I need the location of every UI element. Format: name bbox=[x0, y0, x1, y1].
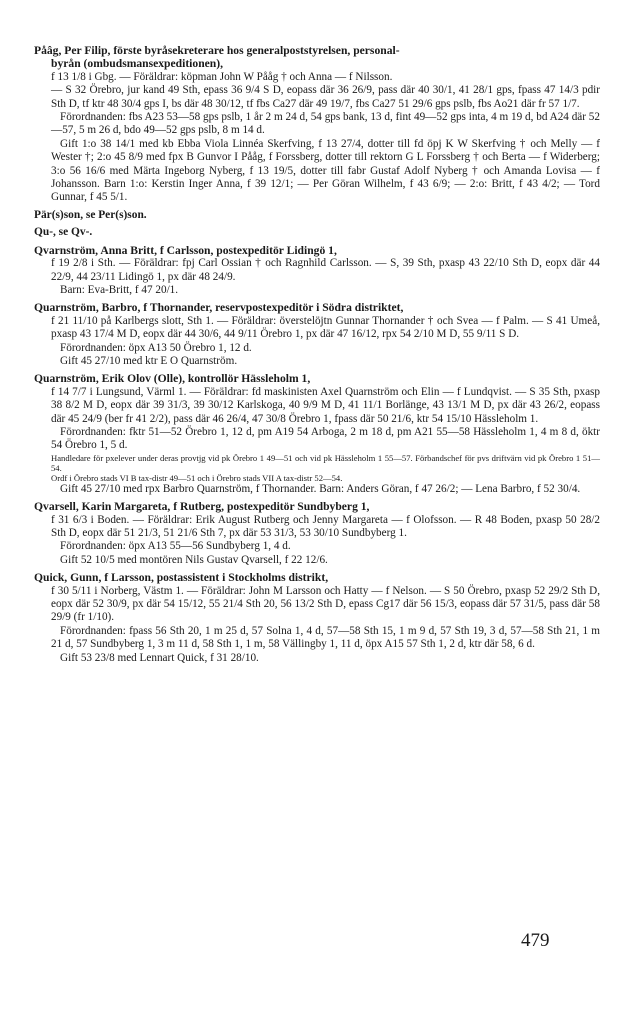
entry-line: Förordnanden: fbs A23 53—58 gps pslb, 1 år 2 m 24 d, 54 gps bank, 13 d, fint 49—52 gps inta, 4 m 19 d, bd A24 där 52—57, 5 m 26 d, bdo 49—52 gps pslb, 8 m 14 d. bbox=[51, 111, 600, 137]
entry-line: Gift 53 23/8 med Lennart Quick, f 31 28/10. bbox=[60, 651, 259, 664]
directory-page bbox=[34, 44, 600, 669]
entry-line: Gift 45 27/10 med ktr E O Quarnström. bbox=[60, 354, 238, 367]
entry-line: Gift 52 10/5 med montören Nils Gustav Qvarsell, f 22 12/6. bbox=[60, 553, 328, 566]
entry-quarnstrom-barbro bbox=[34, 301, 600, 368]
entry-note: Ordf i Örebro stads VI B tax-distr 49—51 och i Örebro stads VII A tax-distr 52—54. bbox=[51, 472, 343, 483]
page-number: 479 bbox=[521, 930, 550, 951]
entry-qvarsell-karin bbox=[34, 500, 600, 567]
entry-line: Gift 1:o 38 14/1 med kb Ebba Viola Linnéa Skerfving, f 13 27/4, dotter till fd öpj K W Skerfving † och Melly — f Wester †; 2:o 45 8/9 med fpx B Gunvor I Pååg, f Forssberg, dotter till rektorn G L Forssberg † och Berta — f Widerberg; 3:o 56 16/6 med Märta Ingeborg Nyberg, f 13 19/5, dotter till fabr Gustaf Adolf Nyberg † och Amanda Lovisa — f Johansson. Barn 1:o: Kerstin Inger Anna, f 39 12/1; — Per Göran Wilhelm, f 43 6/9; — 2:o: Britt, f 43 4/2; — Tord Gunnar, f 45 5/1. bbox=[51, 137, 600, 204]
entry-line: Förordnanden: öpx A13 55—56 Sundbyberg 1, 4 d. bbox=[60, 540, 291, 553]
cross-reference: Qu-, se Qv-. bbox=[34, 226, 93, 239]
cross-reference: Pär(s)son, se Per(s)son. bbox=[34, 208, 147, 221]
entry-qvarnstrom-anna bbox=[34, 244, 600, 298]
entry-heading: Qvarsell, Karin Margareta, f Rutberg, postexpeditör Sundbyberg 1, bbox=[34, 500, 370, 514]
entry-line: f 21 11/10 på Karlbergs slott, Sth 1. — Föräldrar: överstelöjtn Gunnar Thornander † och Svea — f Palm. — S 41 Umeå, pxasp 43 17/4 M D, eopx där 44 30/6, 44 9/11 Örebro 1, px där 47 16/12, rpx 54 2/10 M D, 55 9/11 S D. bbox=[51, 314, 600, 341]
entry-line: Gift 45 27/10 med rpx Barbro Quarnström, f Thornander. Barn: Anders Göran, f 47 26/2; — Lena Barbro, f 52 30/4. bbox=[60, 482, 581, 495]
entry-paag bbox=[34, 44, 600, 205]
entry-line: f 31 6/3 i Boden. — Föräldrar: Erik August Rutberg och Jenny Margareta — f Olofsson. — R 48 Boden, pxasp 50 28/2 Sth D, eopx där 51 21/3, 51 21/6 Sth 7, px där 53 31/3, 53 30/10 Sundbyberg 1. bbox=[51, 513, 600, 539]
entry-heading: Qvarnström, Anna Britt, f Carlsson, postexpeditör Lidingö 1, bbox=[34, 243, 337, 257]
entry-line: — S 32 Örebro, jur kand 49 Sth, epass 36 9/4 S D, eopass där 36 26/9, pass där 40 30/1, 41 28/1 gps, fpass 47 14/3 pdir Sth D, tf ktr 48 30/4 gps I, bs där 48 30/12, tf fbs Ca27 där 49 19/7, fbs Ca27 51 29/6 gps pslb, fbs Ao21 där fr 57 1/7. bbox=[51, 84, 600, 110]
entry-line: f 14 7/7 i Lungsund, Värml 1. — Föräldrar: fd maskinisten Axel Quarnström och Elin — f Lundqvist. — S 35 Sth, pxasp 38 8/2 M D, eopx där 39 31/3, 39 30/12 Karlskoga, 40 9/9 M D, 41 11/1 Borlänge, 43 13/1 M D, px där 43 26/2, eopass där 45 24/9 (ber fr 41 2/2), pass där 46 26/4, 47 30/8 Örebro 1, fpass där 50 21/6, ktr 54 15/10 Hässleholm 1. bbox=[51, 385, 600, 425]
entry-quarnstrom-erik bbox=[34, 372, 600, 496]
entry-heading: Quarnström, Erik Olov (Olle), kontrollör Hässleholm 1, bbox=[34, 372, 311, 386]
entry-note: Handledare för pxelever under deras provtjg vid pk Örebro 1 49—51 och vid pk Hässleholm 1 55—57. Förbandschef för pvs driftvärn vid pk Örebro 1 51—54. bbox=[51, 452, 600, 473]
entry-heading: Quick, Gunn, f Larsson, postassistent i Stockholms distrikt, bbox=[34, 571, 329, 585]
entry-line: Förordnanden: fpass 56 Sth 20, 1 m 25 d, 57 Solna 1, 4 d, 57—58 Sth 15, 1 m 9 d, 57 Sth 19, 3 d, 57—58 Sth 21, 1 m 21 d, 57 Sundbyberg 1, 3 m 11 d, 58 Sth 1, 1 m, 58 Vällingby 1, 11 d, öpx A15 57 Sth 1, 2 d, ktr där 58, 6 d. bbox=[51, 624, 600, 651]
entry-line: Förordnanden: öpx A13 50 Örebro 1, 12 d. bbox=[60, 341, 252, 354]
entry-line: f 19 2/8 i Sth. — Föräldrar: fpj Carl Ossian † och Ragnhild Carlsson. — S, 39 Sth, pxasp 43 22/10 Sth D, eopx där 44 22/9, 44 23/11 Lidingö 1, px där 48 24/9. bbox=[51, 257, 600, 283]
entry-line: Barn: Eva-Britt, f 47 20/1. bbox=[60, 283, 179, 296]
entry-quick-gunn bbox=[34, 571, 600, 665]
entry-heading: Quarnström, Barbro, f Thornander, reservpostexpeditör i Södra distriktet, bbox=[34, 301, 404, 315]
entry-heading: Påâg, Per Filip, förste byråsekreterare hos generalpoststyrelsen, personal- byrån (ombudsmansexpeditionen), bbox=[34, 44, 400, 71]
entry-line: Förordnanden: fktr 51—52 Örebro 1, 12 d, pm A19 54 Arboga, 2 m 18 d, pm A21 55—58 Hässleholm 1, 4 m 8 d, öktr 54 Örebro 1, 5 d. bbox=[51, 425, 600, 452]
entry-line: f 30 5/11 i Norberg, Västm 1. — Föräldrar: John M Larsson och Hatty — f Nelson. — S 50 Örebro, pxasp 52 29/2 Sth D, eopx där 52 30/9, px där 54 15/12, 55 21/4 Sth 20, 56 13/2 Sth D, epass Cg17 där 56 15/3, eopass där 57 31/5, pass där 58 29/9 (fr 1/10). bbox=[51, 584, 600, 624]
entry-line: f 13 1/8 i Gbg. — Föräldrar: köpman John W Pååg † och Anna — f Nilsson. bbox=[51, 70, 393, 83]
